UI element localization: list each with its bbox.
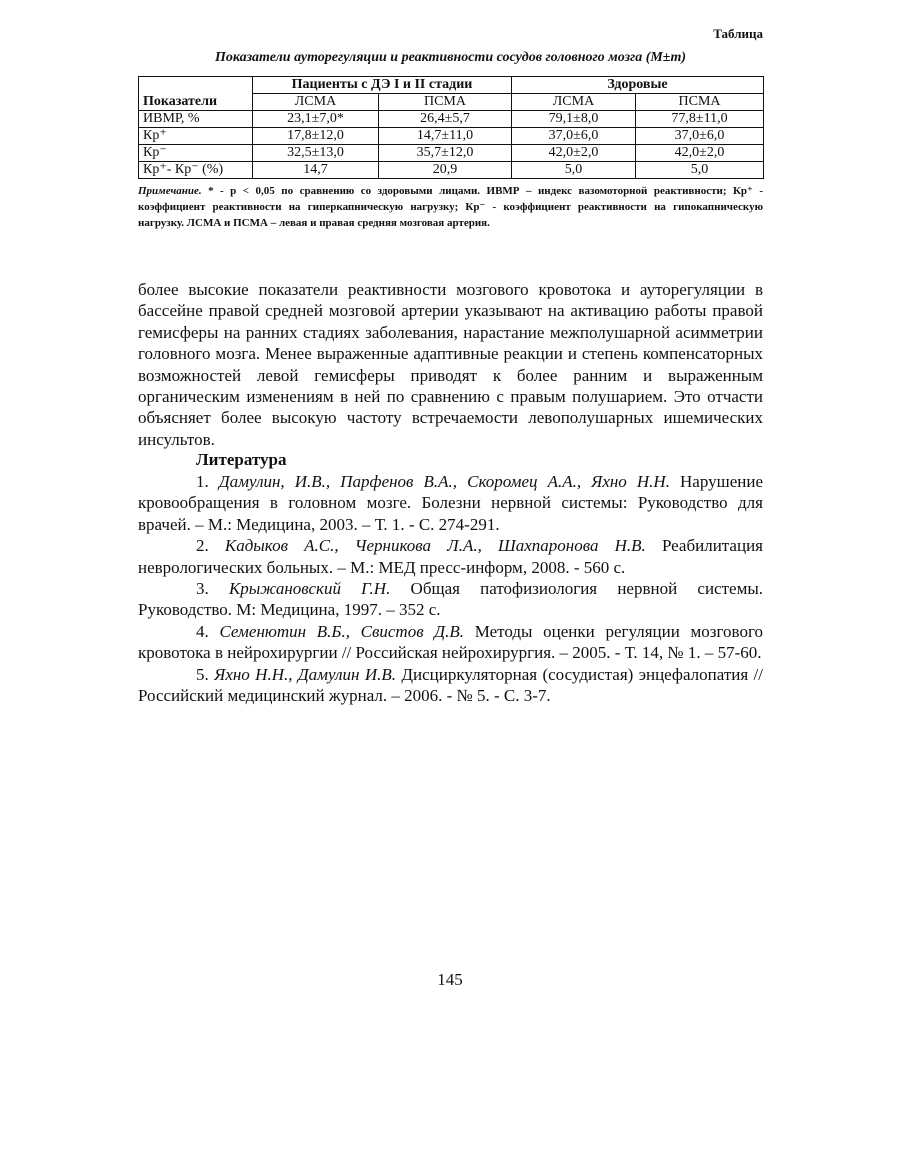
group-header-healthy: Здоровые — [512, 77, 764, 94]
table-cell: 37,0±6,0 — [636, 128, 764, 145]
reference-number: 4. — [196, 621, 209, 641]
table-cell: 79,1±8,0 — [512, 111, 636, 128]
table-note — [138, 183, 763, 231]
reference-number: 1. — [196, 472, 209, 491]
table-cell: 5,0 — [636, 162, 764, 179]
table-row — [139, 145, 764, 162]
table-cell: 14,7 — [253, 162, 379, 179]
table-cell: 32,5±13,0 — [253, 145, 379, 162]
subheader-psma-patients: ПСМА — [379, 94, 512, 111]
table-row — [139, 128, 764, 145]
reference-number: 3. — [196, 579, 209, 599]
reference-text: Реабилитация неврологических больных. – М.: МЕД пресс-информ, 2008. - 560 с. — [138, 536, 763, 577]
row-label: Кр⁺ — [139, 128, 253, 145]
reference-item — [138, 621, 763, 664]
table-cell: 42,0±2,0 — [636, 145, 764, 162]
table-cell: 5,0 — [512, 162, 636, 179]
table-row — [139, 162, 764, 179]
page-number: 145 — [437, 970, 463, 989]
note-title: Примечание. — [138, 185, 202, 197]
reference-text: Общая патофизиология нервной системы. Руководство. М: Медицина, 1997. – 352 с. — [138, 579, 764, 620]
table-cell: 42,0±2,0 — [512, 145, 636, 162]
reference-text: Дисциркуляторная (сосудистая) энцефалопатия // Российский медицинский журнал. – 2006. - № 5. - С. 3-7. — [138, 664, 764, 706]
table-cell: 37,0±6,0 — [512, 128, 636, 145]
reference-number: 5. — [196, 664, 209, 684]
table-cell: 14,7±11,0 — [379, 128, 512, 145]
table-cell: 17,8±12,0 — [253, 128, 379, 145]
reference-item — [138, 471, 763, 535]
table-cell: 26,4±5,7 — [379, 111, 512, 128]
reference-authors: Кадыков А.С., Черникова Л.А., Шахпаронова Н.В. — [224, 536, 646, 556]
references-title: Литература — [196, 450, 287, 469]
table-cell: 35,7±12,0 — [379, 145, 512, 162]
table-row — [139, 111, 764, 128]
subheader-lsma-patients: ЛСМА — [253, 94, 379, 111]
reference-text: Методы оценки регуляции мозгового кровотока в нейрохирургии // Российская нейрохирургия. – 2005. - Т. 14, № 1. – 57-60. — [138, 621, 764, 663]
reference-item — [138, 664, 763, 707]
reference-text: Нарушение кровообращения в головном мозге. Болезни нервной системы: Руководство для врачей. – М.: Медицина, 2003. – Т. 1. - С. 274-291. — [138, 472, 764, 534]
table-cell: 23,1±7,0* — [253, 111, 379, 128]
row-label: Кр⁻ — [139, 145, 253, 162]
subheader-lsma-healthy: ЛСМА — [512, 94, 636, 111]
reference-item — [138, 535, 763, 578]
references-list — [138, 471, 763, 706]
body-paragraph: более высокие показатели реактивности мозгового кровотока и ауторегуляции в бассейне правой средней мозговой артерии указывают на активацию работы правой гемисферы на ранних стадиях заболевания, нарастание межполушарной асимметрии головного мозга. Менее выраженные адаптивные реакции и степень компенсаторных возможностей левой гемисферы приводят к более ранним и выраженным органическим изменениям в ней по сравнению с правым полушарием. Это отчасти объясняет более высокую частоту встречаемости левополушарных ишемических инсультов. — [138, 280, 763, 449]
subheader-psma-healthy: ПСМА — [636, 94, 764, 111]
reference-authors: Семенютин В.Б., Свистов Д.В. — [219, 621, 464, 641]
reference-item — [138, 578, 763, 621]
group-header-patients: Пациенты с ДЭ I и II стадии — [253, 77, 512, 94]
reference-authors: Яхно Н.Н., Дамулин И.В. — [214, 664, 397, 684]
table-cell: 20,9 — [379, 162, 512, 179]
reference-authors: Дамулин, И.В., Парфенов В.А., Скоромец А.А., Яхно Н.Н. — [218, 472, 670, 491]
note-text: * - р < 0,05 по сравнению со здоровыми лицами. ИВМР – индекс вазомоторной реактивности; Кр⁺ - коэффициент реактивности на гиперкапническую нагрузку; Кр⁻ - коэффициент реактивности на гипокапническую нагрузку. ЛСМА и ПСМА – левая и правая средняя мозговая артерия. — [138, 185, 763, 229]
table-label: Таблица — [713, 26, 763, 41]
table-caption: Показатели ауторегуляции и реактивности сосудов головного мозга (М±m) — [214, 50, 687, 65]
row-label: ИВМР, % — [139, 111, 253, 128]
reference-number: 2. — [196, 536, 209, 556]
body-text — [138, 279, 763, 450]
data-table — [138, 76, 764, 179]
table-cell: 77,8±11,0 — [636, 111, 764, 128]
reference-authors: Крыжановский Г.Н. — [228, 579, 391, 599]
row-label: Кр⁺- Кр⁻ (%) — [139, 162, 253, 179]
indicator-header: Показатели — [139, 77, 253, 111]
